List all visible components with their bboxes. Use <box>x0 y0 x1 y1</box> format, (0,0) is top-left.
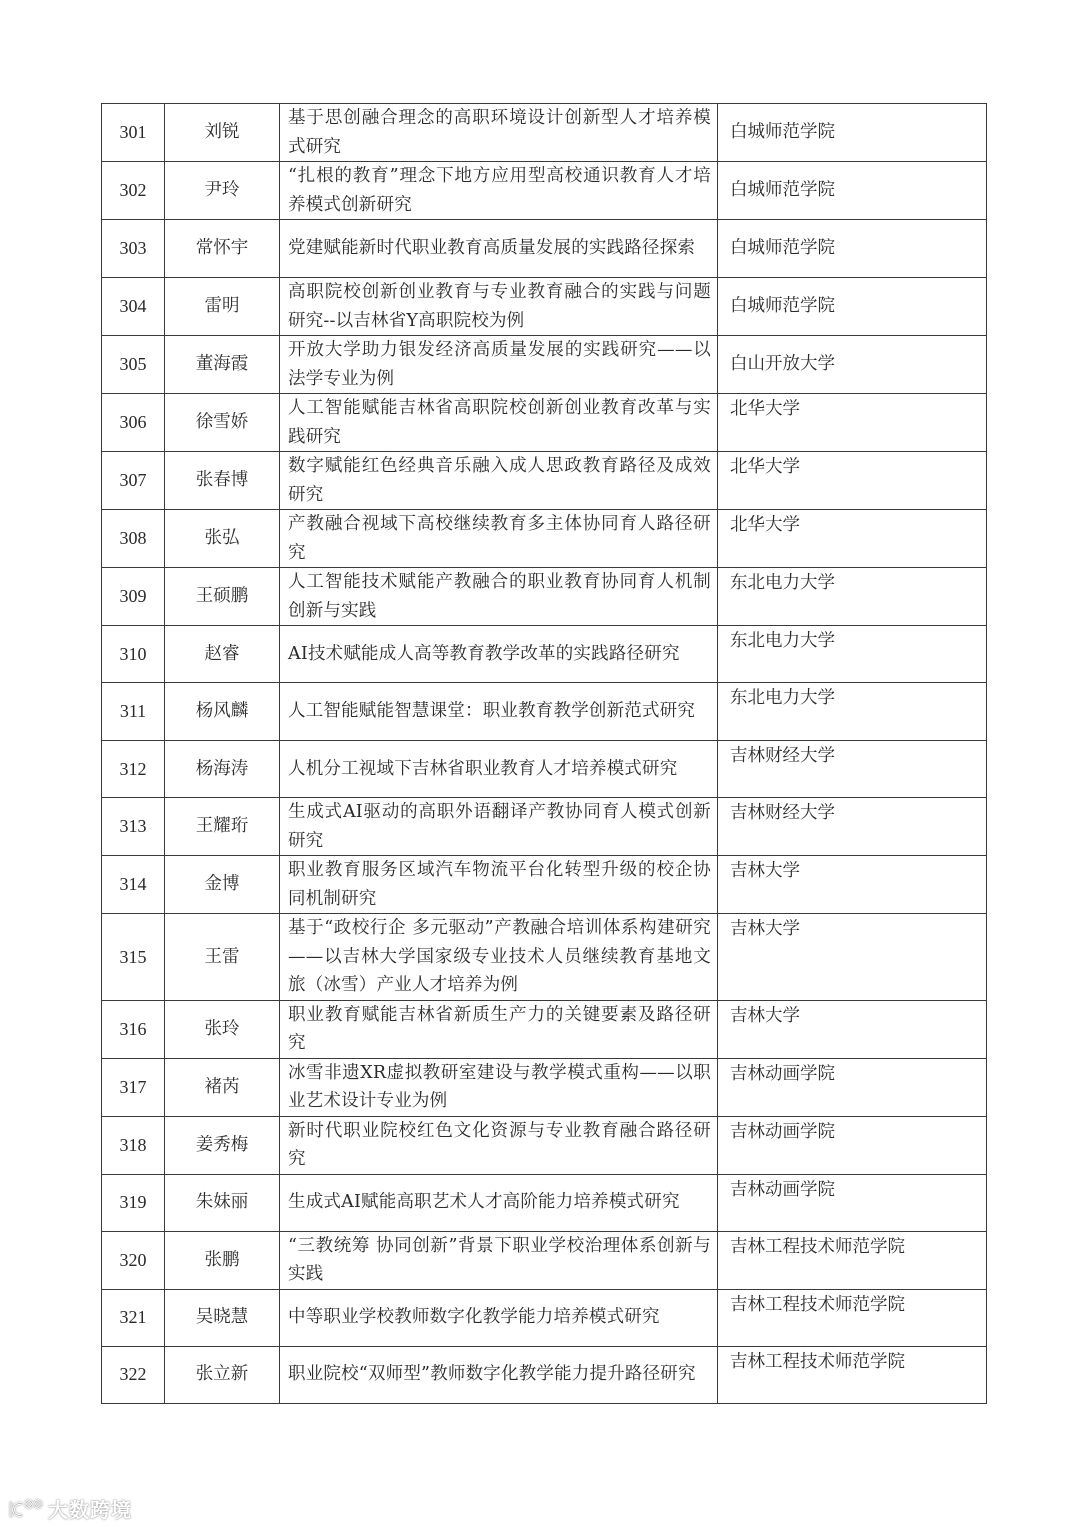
project-title-cell <box>280 1058 718 1116</box>
applicant-name-text: 王雷 <box>204 946 240 967</box>
project-title-text: AI技术赋能成人高等教育教学改革的实践路径研究 <box>288 643 680 664</box>
applicant-name-text: 刘锐 <box>204 122 240 143</box>
applicant-name-text: 王硕鹏 <box>195 586 249 607</box>
row-number-text: 316 <box>119 1018 147 1039</box>
project-title-cell <box>280 626 718 683</box>
row-number-text: 319 <box>119 1192 147 1213</box>
applicant-name-text: 赵睿 <box>204 643 240 664</box>
row-number-cell <box>102 568 165 626</box>
institution-cell <box>718 1231 987 1289</box>
applicant-name-text: 雷明 <box>204 296 240 317</box>
institution-text: 吉林动画学院 <box>730 1179 835 1200</box>
row-number-cell <box>102 1058 165 1116</box>
applicant-name-text: 朱妹丽 <box>195 1192 249 1213</box>
project-title-cell <box>280 914 718 1001</box>
institution-text: 白城师范学院 <box>730 296 835 317</box>
institution-text: 吉林工程技术师范学院 <box>730 1236 905 1257</box>
row-number-cell <box>102 162 165 220</box>
institution-cell <box>718 683 987 741</box>
table-row <box>102 626 987 683</box>
applicant-name-text: 尹玲 <box>204 180 240 201</box>
applicant-name-cell <box>165 452 280 510</box>
applicant-name-text: 王耀珩 <box>195 816 249 837</box>
institution-cell <box>718 741 987 798</box>
project-title-text: 冰雪非遗XR虚拟教研室建设与教学模式重构——以职业艺术设计专业为例 <box>288 1062 711 1111</box>
applicant-name-text: 杨海涛 <box>195 758 249 779</box>
institution-cell <box>718 1058 987 1116</box>
row-number-text: 318 <box>119 1134 147 1155</box>
table-row <box>102 741 987 798</box>
table-row <box>102 568 987 626</box>
institution-text: 吉林财经大学 <box>730 803 835 823</box>
row-number-cell <box>102 856 165 914</box>
row-number-cell <box>102 1000 165 1058</box>
table-row <box>102 220 987 278</box>
applicant-name-text: 张玲 <box>204 1018 240 1039</box>
row-number-cell <box>102 683 165 741</box>
applicant-name-text: 杨风麟 <box>195 701 249 722</box>
project-title-text: 中等职业学校教师数字化教学能力培养模式研究 <box>288 1307 660 1328</box>
watermark-text: 大数跨境 <box>48 1498 132 1522</box>
institution-cell <box>718 1174 987 1231</box>
institution-text: 白城师范学院 <box>730 238 835 259</box>
row-number-text: 315 <box>119 946 147 967</box>
table-row <box>102 856 987 914</box>
project-title-text: 生成式AI驱动的高职外语翻译产教协同育人模式创新研究 <box>288 802 711 851</box>
institution-text: 东北电力大学 <box>730 688 835 708</box>
row-number-text: 306 <box>119 412 147 433</box>
project-title-cell <box>280 1289 718 1346</box>
institution-cell <box>718 856 987 914</box>
applicant-name-text: 张立新 <box>195 1364 249 1385</box>
row-number-text: 308 <box>119 528 147 549</box>
applicant-name-text: 张春博 <box>195 470 249 491</box>
applicant-name-cell <box>165 568 280 626</box>
institution-text: 吉林动画学院 <box>730 1121 835 1142</box>
institution-text: 白城师范学院 <box>730 122 835 143</box>
institution-text: 吉林大学 <box>730 1005 800 1026</box>
row-number-text: 304 <box>119 296 147 317</box>
applicant-name-cell <box>165 220 280 278</box>
table-row <box>102 104 987 162</box>
row-number-cell <box>102 1116 165 1174</box>
project-title-text: 职业教育赋能吉林省新质生产力的关键要素及路径研究 <box>288 1004 711 1053</box>
table-row <box>102 1000 987 1058</box>
table-row <box>102 162 987 220</box>
applicant-name-cell <box>165 394 280 452</box>
row-number-text: 320 <box>119 1249 147 1270</box>
institution-cell <box>718 626 987 683</box>
project-title-text: 开放大学助力银发经济高质量发展的实践研究——以法学专业为例 <box>288 340 711 389</box>
project-title-cell <box>280 741 718 798</box>
row-number-cell <box>102 104 165 162</box>
row-number-cell <box>102 1346 165 1403</box>
institution-text: 吉林工程技术师范学院 <box>730 1294 905 1315</box>
institution-text: 吉林大学 <box>730 861 800 881</box>
project-title-text: “三教统筹 协同创新”背景下职业学校治理体系创新与实践 <box>288 1235 711 1284</box>
applicant-name-cell <box>165 626 280 683</box>
project-title-cell <box>280 1116 718 1174</box>
project-title-text: 基于“政校行企 多元驱动”产教融合培训体系构建研究——以吉林大学国家级专业技术人员继续教育基地文旅（冰雪）产业人才培养为例 <box>288 918 711 995</box>
table-row <box>102 510 987 568</box>
row-number-cell <box>102 278 165 336</box>
table-row <box>102 336 987 394</box>
project-title-cell <box>280 278 718 336</box>
institution-text: 吉林大学 <box>730 919 800 939</box>
institution-cell <box>718 104 987 162</box>
project-title-cell <box>280 220 718 278</box>
project-title-text: 人工智能赋能智慧课堂：职业教育教学创新范式研究 <box>288 701 696 722</box>
project-title-text: 新时代职业院校红色文化资源与专业教育融合路径研究 <box>288 1120 711 1169</box>
applicant-name-cell <box>165 336 280 394</box>
applicant-name-cell <box>165 1058 280 1116</box>
row-number-cell <box>102 914 165 1001</box>
applicant-name-cell <box>165 856 280 914</box>
institution-text: 吉林动画学院 <box>730 1063 835 1084</box>
project-title-text: 生成式AI赋能高职艺术人才高阶能力培养模式研究 <box>288 1192 680 1213</box>
institution-cell <box>718 336 987 394</box>
row-number-cell <box>102 1231 165 1289</box>
row-number-text: 313 <box>119 816 147 837</box>
row-number-text: 312 <box>119 758 147 779</box>
applicant-name-cell <box>165 278 280 336</box>
institution-text: 白城师范学院 <box>730 180 835 201</box>
project-title-text: 人工智能赋能吉林省高职院校创新创业教育改革与实践研究 <box>288 398 711 447</box>
project-title-cell <box>280 1231 718 1289</box>
row-number-cell <box>102 510 165 568</box>
institution-cell <box>718 162 987 220</box>
applicant-name-cell <box>165 683 280 741</box>
table-row <box>102 1346 987 1403</box>
table-row <box>102 394 987 452</box>
row-number-cell <box>102 626 165 683</box>
row-number-text: 314 <box>119 874 147 895</box>
institution-cell <box>718 914 987 1001</box>
row-number-text: 307 <box>119 470 147 491</box>
row-number-cell <box>102 798 165 856</box>
table-row <box>102 1174 987 1231</box>
project-list-table <box>101 103 987 1404</box>
project-title-cell <box>280 162 718 220</box>
institution-cell <box>718 220 987 278</box>
applicant-name-cell <box>165 1231 280 1289</box>
applicant-name-cell <box>165 1289 280 1346</box>
table-row <box>102 1231 987 1289</box>
project-title-cell <box>280 104 718 162</box>
table-row <box>102 1289 987 1346</box>
institution-cell <box>718 452 987 510</box>
table-row <box>102 1058 987 1116</box>
row-number-text: 311 <box>119 701 147 722</box>
project-title-cell <box>280 336 718 394</box>
applicant-name-cell <box>165 1000 280 1058</box>
table-body <box>102 104 987 1404</box>
institution-cell <box>718 1289 987 1346</box>
project-title-text: “扎根的教育”理念下地方应用型高校通识教育人才培养模式创新研究 <box>288 166 711 215</box>
project-title-text: 职业教育服务区域汽车物流平台化转型升级的校企协同机制研究 <box>288 860 711 909</box>
institution-text: 北华大学 <box>730 457 800 477</box>
institution-cell <box>718 510 987 568</box>
institution-text: 吉林财经大学 <box>730 746 835 766</box>
applicant-name-text: 徐雪娇 <box>195 412 249 433</box>
applicant-name-cell <box>165 798 280 856</box>
project-title-cell <box>280 394 718 452</box>
applicant-name-cell <box>165 741 280 798</box>
row-number-cell <box>102 394 165 452</box>
institution-cell <box>718 798 987 856</box>
table-row <box>102 452 987 510</box>
project-title-text: 产教融合视域下高校继续教育多主体协同育人路径研究 <box>288 514 711 563</box>
project-title-cell <box>280 798 718 856</box>
row-number-text: 317 <box>119 1076 147 1097</box>
project-title-cell <box>280 856 718 914</box>
table-row <box>102 798 987 856</box>
row-number-cell <box>102 336 165 394</box>
applicant-name-cell <box>165 1346 280 1403</box>
table-row <box>102 278 987 336</box>
institution-text: 北华大学 <box>730 515 800 535</box>
row-number-text: 322 <box>119 1364 147 1385</box>
applicant-name-cell <box>165 1116 280 1174</box>
row-number-cell <box>102 741 165 798</box>
applicant-name-text: 褚芮 <box>204 1076 240 1097</box>
project-title-text: 数字赋能红色经典音乐融入成人思政教育路径及成效研究 <box>288 456 711 505</box>
project-title-cell <box>280 1000 718 1058</box>
project-title-cell <box>280 568 718 626</box>
project-title-cell <box>280 1174 718 1231</box>
applicant-name-cell <box>165 162 280 220</box>
institution-cell <box>718 278 987 336</box>
applicant-name-text: 张弘 <box>204 528 240 549</box>
row-number-cell <box>102 1174 165 1231</box>
applicant-name-text: 金博 <box>204 874 240 895</box>
row-number-cell <box>102 1289 165 1346</box>
institution-cell <box>718 1116 987 1174</box>
applicant-name-text: 吴晓慧 <box>195 1307 249 1328</box>
applicant-name-text: 姜秀梅 <box>195 1134 249 1155</box>
project-title-text: 人工智能技术赋能产教融合的职业教育协同育人机制创新与实践 <box>288 572 711 621</box>
applicant-name-cell <box>165 104 280 162</box>
applicant-name-text: 张鹏 <box>204 1249 240 1270</box>
row-number-text: 321 <box>119 1307 147 1328</box>
project-title-cell <box>280 510 718 568</box>
project-title-cell <box>280 683 718 741</box>
institution-cell <box>718 568 987 626</box>
institution-cell <box>718 1346 987 1403</box>
institution-text: 白山开放大学 <box>730 354 835 375</box>
institution-cell <box>718 394 987 452</box>
row-number-text: 301 <box>119 122 147 143</box>
project-title-text: 基于思创融合理念的高职环境设计创新型人才培养模式研究 <box>288 108 711 157</box>
project-title-text: 党建赋能新时代职业教育高质量发展的实践路径探索 <box>288 238 696 259</box>
institution-text: 东北电力大学 <box>730 573 835 593</box>
row-number-text: 302 <box>119 180 147 201</box>
brand-logo-icon <box>8 1498 44 1520</box>
table-row <box>102 1116 987 1174</box>
institution-text: 吉林工程技术师范学院 <box>730 1351 905 1372</box>
project-title-text: 职业院校“双师型”教师数字化教学能力提升路径研究 <box>288 1364 696 1385</box>
project-title-cell <box>280 1346 718 1403</box>
applicant-name-cell <box>165 510 280 568</box>
row-number-text: 305 <box>119 354 147 375</box>
row-number-cell <box>102 220 165 278</box>
row-number-text: 310 <box>119 643 147 664</box>
project-title-text: 人机分工视域下吉林省职业教育人才培养模式研究 <box>288 758 678 779</box>
row-number-text: 309 <box>119 586 147 607</box>
applicant-name-cell <box>165 1174 280 1231</box>
institution-cell <box>718 1000 987 1058</box>
applicant-name-cell <box>165 914 280 1001</box>
institution-text: 北华大学 <box>730 399 800 419</box>
table-row <box>102 683 987 741</box>
project-title-text: 高职院校创新创业教育与专业教育融合的实践与问题研究--以吉林省Y高职院校为例 <box>288 282 711 331</box>
institution-text: 东北电力大学 <box>730 631 835 651</box>
project-title-cell <box>280 452 718 510</box>
applicant-name-text: 常怀宇 <box>195 238 249 259</box>
applicant-name-text: 董海霞 <box>195 354 249 375</box>
row-number-text: 303 <box>119 238 147 259</box>
row-number-cell <box>102 452 165 510</box>
table-row <box>102 914 987 1001</box>
watermark <box>8 1494 132 1523</box>
